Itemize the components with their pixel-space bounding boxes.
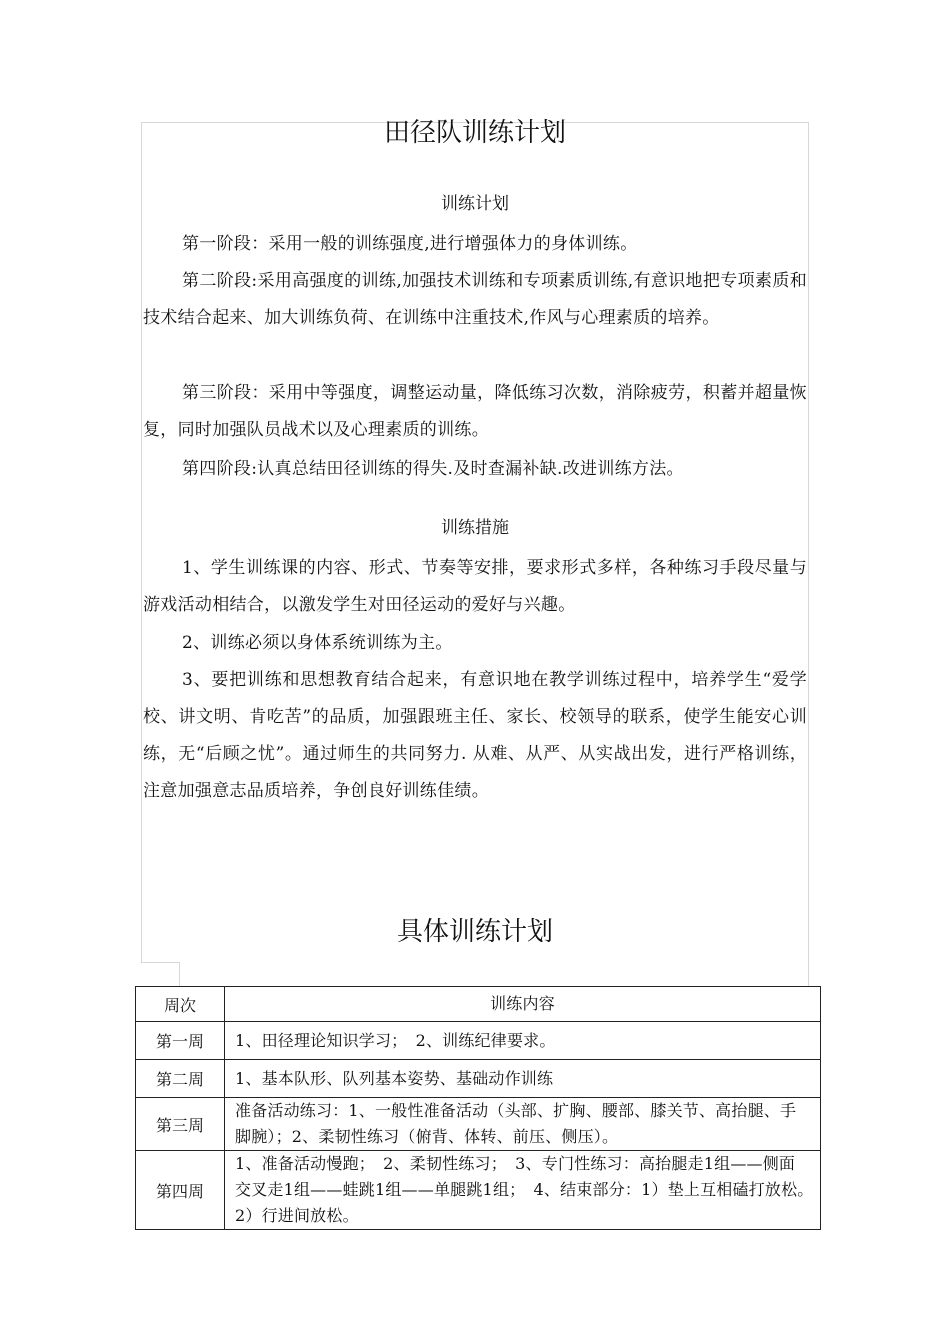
table-header-row — [136, 987, 821, 1022]
content-cell: 1、基本队形、队列基本姿势、基础动作训练 — [225, 1060, 821, 1098]
measure-paragraph-2: 2、训练必须以身体系统训练为主。 — [182, 633, 453, 653]
week-cell: 第二周 — [136, 1060, 225, 1098]
stage-paragraph-2: 第二阶段:采用高强度的训练,加强技术训练和专项素质训练,有意识地把专项素质和技术结合起来、加大训练负荷、在训练中注重技术,作风与心理素质的培养。 — [143, 271, 807, 328]
table-row — [136, 1151, 821, 1230]
frame-line-notch-h — [141, 962, 179, 963]
table-row — [136, 1060, 821, 1098]
stage-paragraph-3: 第三阶段：采用中等强度，调整运动量，降低练习次数，消除疲劳，积蓄并超量恢复，同时加强队员战术以及心理素质的训练。 — [143, 383, 807, 440]
section-heading-detailed-plan: 具体训练计划 — [396, 917, 553, 947]
frame-line-right — [808, 122, 809, 986]
frame-line-left — [141, 122, 142, 962]
measure-paragraph-1: 1、学生训练课的内容、形式、节奏等安排，要求形式多样，各种练习手段尽量与游戏活动相结合，以激发学生对田径运动的爱好与兴趣。 — [143, 558, 807, 615]
frame-line-notch-v — [179, 962, 180, 986]
stage-paragraph-1: 第一阶段：采用一般的训练强度,进行增强体力的身体训练。 — [182, 234, 638, 254]
section-heading-measures: 训练措施 — [441, 518, 509, 538]
week-cell: 第一周 — [136, 1022, 225, 1060]
content-cell: 1、准备活动慢跑； 2、柔韧性练习； 3、专门性练习：高抬腿走1组——侧面交叉走1组——蛙跳1组——单腿跳1组； 4、结束部分：1）垫上互相磕打放松。 2）行进间放松。 — [225, 1151, 821, 1230]
header-content: 训练内容 — [225, 987, 821, 1022]
content-cell: 准备活动练习：1、一般性准备活动（头部、扩胸、腰部、膝关节、高抬腿、手脚腕）；2、柔韧性练习（俯背、体转、前压、侧压）。 — [225, 1098, 821, 1151]
document-title: 田径队训练计划 — [383, 118, 566, 148]
section-heading-training-plan: 训练计划 — [441, 194, 509, 214]
week-cell: 第三周 — [136, 1098, 225, 1151]
table-row — [136, 1098, 821, 1151]
content-cell: 1、田径理论知识学习； 2、训练纪律要求。 — [225, 1022, 821, 1060]
measure-paragraph-3: 3、要把训练和思想教育结合起来，有意识地在教学训练过程中，培养学生“爱学校、讲文明、肯吃苦”的品质，加强跟班主任、家长、校领导的联系，使学生能安心训练，无“后顾之忧”。通过师生的共同努力. 从难、从严、从实战出发，进行严格训练，注意加强意志品质培养，争创良好训练佳绩。 — [143, 670, 807, 801]
table-row — [136, 1022, 821, 1060]
week-cell: 第四周 — [136, 1151, 225, 1230]
training-schedule-table — [135, 986, 821, 1230]
stage-paragraph-4: 第四阶段:认真总结田径训练的得失.及时查漏补缺.改进训练方法。 — [182, 459, 684, 479]
header-week: 周次 — [136, 987, 225, 1022]
